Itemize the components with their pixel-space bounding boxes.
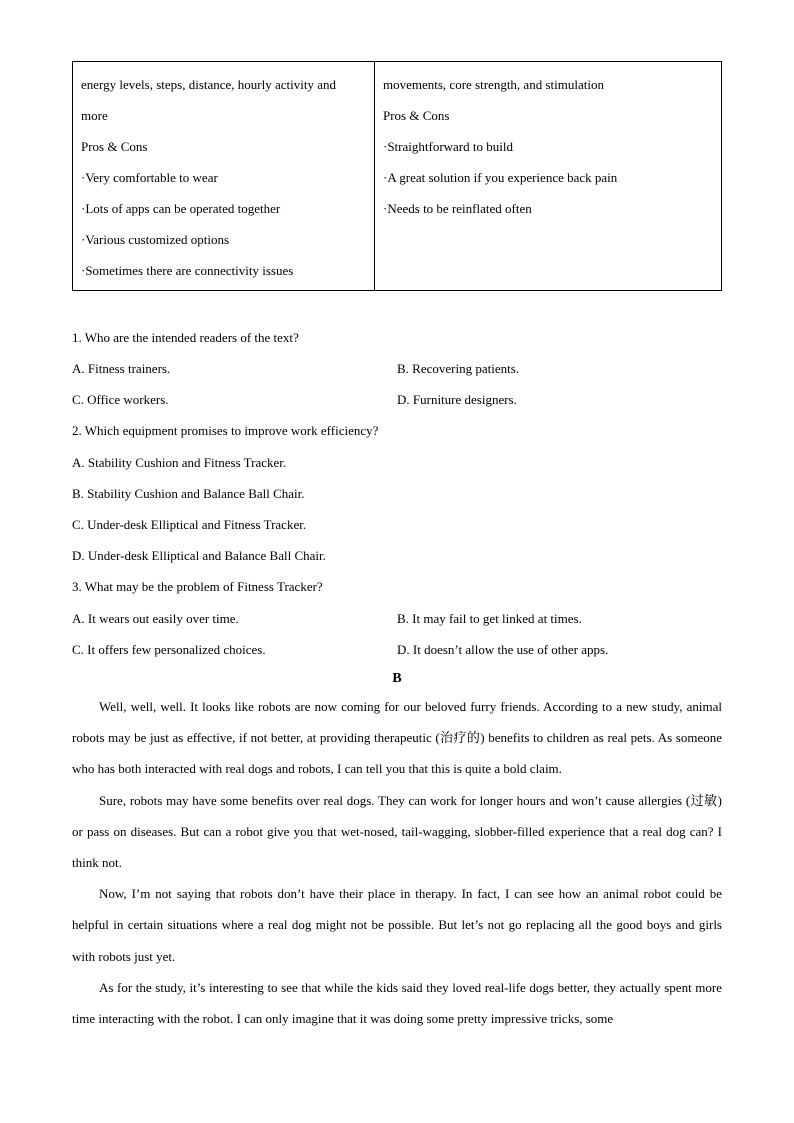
question-3-stem: 3. What may be the problem of Fitness Tracker? bbox=[72, 579, 323, 594]
pros-cons-label: Pros & Cons bbox=[81, 139, 148, 154]
question-1-option-c: C. Office workers. bbox=[72, 392, 169, 407]
table-line: movements, core strength, and stimulation bbox=[383, 77, 604, 92]
passage-paragraph: As for the study, it’s interesting to see that while the kids said they loved real-life dogs better, they actually spent more time interacting with the robot. I can only imagine that it was doing some pretty impressive tricks, some bbox=[72, 979, 722, 1027]
passage-paragraph: Sure, robots may have some benefits over real dogs. They can work for longer hours and won’t cause allergies (过敏) or pass on diseases. But can a robot give you that wet-nosed, tail-wagging, slobber-filled experience that a real dog can? I think not. bbox=[72, 792, 722, 871]
fitness-tracker-cell bbox=[73, 62, 375, 291]
table-line: ·Very comfortable to wear bbox=[81, 170, 218, 185]
question-1-stem: 1. Who are the intended readers of the text? bbox=[72, 330, 299, 345]
table-line: ·A great solution if you experience back pain bbox=[383, 170, 618, 185]
balance-ball-cell bbox=[375, 62, 722, 291]
table-line: ·Sometimes there are connectivity issues bbox=[81, 263, 294, 278]
question-1-option-d: D. Furniture designers. bbox=[397, 392, 517, 407]
pros-cons-label: Pros & Cons bbox=[383, 108, 450, 123]
section-b-heading: B bbox=[392, 671, 402, 686]
question-1-option-a: A. Fitness trainers. bbox=[72, 361, 171, 376]
question-2-option-d: D. Under-desk Elliptical and Balance Ball Chair. bbox=[72, 548, 326, 563]
question-3-option-b: B. It may fail to get linked at times. bbox=[397, 611, 582, 626]
table-line: ·Lots of apps can be operated together bbox=[81, 201, 281, 216]
question-2-stem: 2. Which equipment promises to improve work efficiency? bbox=[72, 423, 379, 438]
question-2-option-c: C. Under-desk Elliptical and Fitness Tracker. bbox=[72, 517, 307, 532]
table-line: ·Straightforward to build bbox=[383, 139, 513, 154]
question-3-option-d: D. It doesn’t allow the use of other apps. bbox=[397, 642, 609, 657]
section-b-passage bbox=[72, 691, 722, 1034]
question-3-option-a: A. It wears out easily over time. bbox=[72, 611, 239, 626]
table-line: more bbox=[81, 108, 108, 123]
table-line: ·Needs to be reinflated often bbox=[383, 201, 532, 216]
question-1-option-b: B. Recovering patients. bbox=[397, 361, 520, 376]
passage-paragraph: Now, I’m not saying that robots don’t have their place in therapy. In fact, I can see how an animal robot could be helpful in certain situations where a real dog might not be possible. But let’s not go replacing all the good boys and girls with robots just yet. bbox=[72, 886, 722, 964]
question-2-option-a: A. Stability Cushion and Fitness Tracker. bbox=[72, 455, 287, 470]
question-2-option-b: B. Stability Cushion and Balance Ball Chair. bbox=[72, 486, 305, 501]
passage-paragraph: Well, well, well. It looks like robots are now coming for our beloved furry friends. According to a new study, animal robots may be just as effective, if not better, at providing therapeutic (治疗的) benefits to children as real pets. As someone who has both interacted with real dogs and robots, I can tell you that this is quite a bold claim. bbox=[72, 699, 722, 777]
question-3-option-c: C. It offers few personalized choices. bbox=[72, 642, 266, 657]
table-line: energy levels, steps, distance, hourly activity and bbox=[81, 77, 336, 92]
product-comparison-table bbox=[72, 61, 722, 291]
table-line: ·Various customized options bbox=[81, 232, 230, 247]
